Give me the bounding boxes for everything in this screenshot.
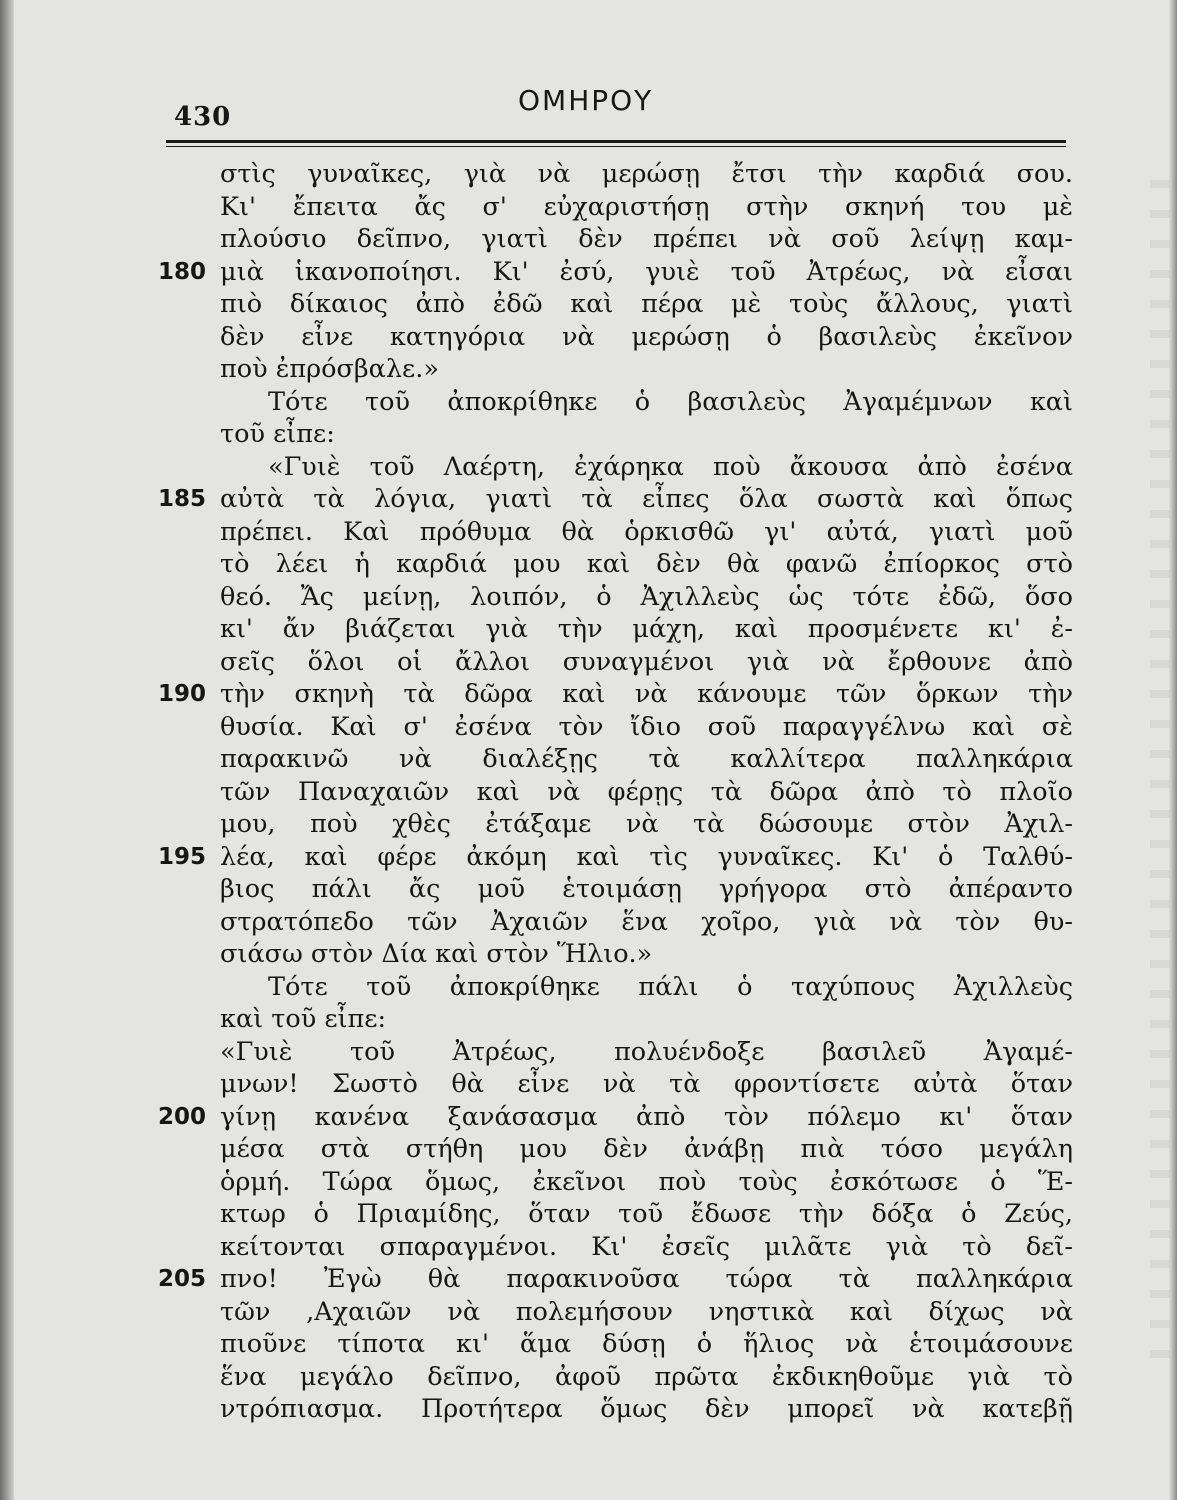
- text-line: [158, 1263, 1073, 1296]
- text-line: [158, 1003, 1073, 1036]
- line-text: μου, ποὺ χθὲς ἐτάξαμε νὰ τὰ δώσουμε στὸν Ἀχιλ-: [220, 809, 1073, 839]
- line-text: τὴν σκηνὴ τὰ δῶρα καὶ νὰ κάνουμε τῶν ὅρκων τὴν: [220, 679, 1073, 709]
- text-line: [158, 1231, 1073, 1264]
- line-text: ποὺ ἐπρόσβαλε.»: [220, 354, 439, 384]
- line-text: κτωρ ὁ Πριαμίδης, ὅταν τοῦ ἔδωσε τὴν δόξα ὁ Ζεύς,: [220, 1199, 1073, 1229]
- line-text: αὐτὰ τὰ λόγια, γιατὶ τὰ εἶπες ὅλα σωστὰ καὶ ὅπως: [220, 484, 1073, 514]
- line-number: 200: [158, 1103, 207, 1130]
- line-number: 180: [158, 258, 207, 285]
- line-text: σιάσω στὸν Δία καὶ στὸν Ἥλιο.»: [220, 939, 653, 969]
- text-line: [158, 418, 1073, 451]
- line-text: τὸ λέει ἡ καρδιά μου καὶ δὲν θὰ φανῶ ἐπίορκος στὸ: [220, 549, 1073, 579]
- line-text: γίνῃ κανένα ξανάσασμα ἀπὸ τὸν πόλεμο κι' ὅταν: [220, 1101, 1073, 1132]
- text-line: [158, 1036, 1073, 1069]
- text-line: [158, 1166, 1073, 1199]
- text-line: [158, 841, 1073, 874]
- show-through-bleed: [1150, 180, 1170, 1380]
- running-title: ΟΜΗΡΟΥ: [518, 84, 654, 117]
- page-number: 430: [174, 102, 232, 132]
- line-text: κι' ἄν βιάζεται γιὰ τὴν μάχη, καὶ προσμένετε κι' ἐ-: [220, 614, 1073, 644]
- text-line: [158, 1133, 1073, 1166]
- line-text: λέα, καὶ φέρε ἀκόμη καὶ τὶς γυναῖκες. Κι' ὁ Ταλθύ-: [220, 841, 1073, 872]
- line-number: 190: [158, 681, 207, 707]
- line-number: 205: [158, 1266, 207, 1292]
- text-line: [158, 158, 1073, 191]
- text-line: [158, 288, 1073, 321]
- line-text: πλούσιο δεῖπνο, γιατὶ δὲν πρέπει νὰ σοῦ λείψῃ καμ-: [220, 224, 1073, 254]
- text-line: [158, 1198, 1073, 1231]
- text-line: [158, 646, 1073, 679]
- page-header: [168, 78, 1068, 132]
- text-line: [158, 873, 1073, 906]
- text-line: [158, 743, 1073, 776]
- text-line: [158, 223, 1073, 256]
- line-text: «Γυιὲ τοῦ Λαέρτη, ἐχάρηκα ποὺ ἄκουσα ἀπὸ ἐσένα: [268, 451, 1073, 482]
- line-text: ντρόπιασμα. Προτήτερα ὅμως δὲν μπορεῖ νὰ κατεβῇ: [220, 1394, 1073, 1424]
- line-text: μνων! Σωστὸ θὰ εἶνε νὰ τὰ φροντίσετε αὐτὰ ὅταν: [220, 1069, 1073, 1099]
- text-line: [158, 353, 1073, 386]
- text-line: [158, 1068, 1073, 1101]
- line-text: βιος πάλι ἄς μοῦ ἑτοιμάσῃ γρήγορα στὸ ἀπέραντο: [220, 874, 1073, 904]
- line-text: μιὰ ἱκανοποίησι. Κι' ἐσύ, γυιὲ τοῦ Ἀτρέως, νὰ εἶσαι: [220, 256, 1073, 287]
- text-line: [158, 321, 1073, 354]
- line-text: ἕνα μεγάλο δεῖπνο, ἀφοῦ πρῶτα ἐκδικηθοῦμε γιὰ τὸ: [220, 1361, 1073, 1392]
- text-line: [158, 256, 1073, 289]
- text-line: [158, 191, 1073, 224]
- text-line: [158, 1393, 1073, 1426]
- body-text: [158, 158, 1073, 1426]
- text-line: [158, 483, 1073, 516]
- text-line: [158, 1361, 1073, 1394]
- line-text: τοῦ εἶπε:: [220, 419, 335, 449]
- line-text: πιὸ δίκαιος ἀπὸ ἐδῶ καὶ πέρα μὲ τοὺς ἄλλους, γιατὶ: [220, 289, 1073, 319]
- line-text: πρέπει. Καὶ πρόθυμα θὰ ὁρκισθῶ γι' αὐτά, γιατὶ μοῦ: [220, 516, 1073, 547]
- text-line: [158, 971, 1073, 1004]
- text-line: [158, 516, 1073, 549]
- line-number: 195: [158, 843, 207, 870]
- line-number: 185: [158, 486, 207, 512]
- line-text: θεό. Ἄς μείνῃ, λοιπόν, ὁ Ἀχιλλεὺς ὡς τότε ἐδῶ, ὅσο: [220, 581, 1073, 612]
- text-line: [158, 613, 1073, 646]
- line-text: μέσα στὰ στήθη μου δὲν ἀνάβῃ πιὰ τόσο μεγάλη: [220, 1134, 1073, 1164]
- line-text: στρατόπεδο τῶν Ἀχαιῶν ἕνα χοῖρο, γιὰ νὰ τὸν θυ-: [220, 906, 1073, 937]
- line-text: παρακινῶ νὰ διαλέξῃς τὰ καλλίτερα παλληκάρια: [220, 744, 1073, 774]
- text-line: [158, 906, 1073, 939]
- text-line: [158, 808, 1073, 841]
- text-line: [158, 776, 1073, 809]
- line-text: στὶς γυναῖκες, γιὰ νὰ μερώσῃ ἔτσι τὴν καρδιά σου.: [220, 159, 1073, 189]
- text-line: [158, 1296, 1073, 1329]
- line-text: δὲν εἶνε κατηγόρια νὰ μερώσῃ ὁ βασιλεὺς ἐκεῖνον: [220, 321, 1073, 352]
- line-text: πιοῦνε τίποτα κι' ἅμα δύσῃ ὁ ἥλιος νὰ ἑτοιμάσουνε: [220, 1329, 1073, 1359]
- text-line: [158, 1328, 1073, 1361]
- text-line: [158, 451, 1073, 484]
- line-text: ὁρμή. Τώρα ὅμως, ἐκεῖνοι ποὺ τοὺς ἐσκότωσε ὁ Ἕ-: [220, 1166, 1073, 1197]
- text-line: [158, 581, 1073, 614]
- page-edge-shadow: [0, 0, 14, 1500]
- text-line: [158, 386, 1073, 419]
- text-line: [158, 548, 1073, 581]
- line-text: καὶ τοῦ εἶπε:: [220, 1004, 387, 1034]
- text-line: [158, 711, 1073, 744]
- line-text: κείτονται σπαραγμένοι. Κι' ἐσεῖς μιλᾶτε γιὰ τὸ δεῖ-: [220, 1231, 1073, 1262]
- line-text: Τότε τοῦ ἀποκρίθηκε πάλι ὁ ταχύπους Ἀχιλλεὺς: [268, 971, 1073, 1002]
- line-text: τῶν Παναχαιῶν καὶ νὰ φέρῃς τὰ δῶρα ἀπὸ τὸ πλοῖο: [220, 776, 1073, 807]
- line-text: «Γυιὲ τοῦ Ἀτρέως, πολυένδοξε βασιλεῦ Ἀγαμέ-: [220, 1036, 1073, 1067]
- header-rule-thin: [166, 146, 1066, 147]
- page-edge-shadow-right: [1169, 0, 1177, 1500]
- line-text: Τότε τοῦ ἀποκρίθηκε ὁ βασιλεὺς Ἀγαμέμνων καὶ: [268, 386, 1073, 417]
- line-text: Κι' ἔπειτα ἄς σ' εὐχαριστήσῃ στὴν σκηνή του μὲ: [220, 191, 1073, 222]
- text-line: [158, 1101, 1073, 1134]
- line-text: τῶν ,Αχαιῶν νὰ πολεμήσουν νηστικὰ καὶ δίχως νὰ: [220, 1296, 1073, 1327]
- text-line: [158, 938, 1073, 971]
- line-text: θυσία. Καὶ σ' ἐσένα τὸν ἴδιο σοῦ παραγγέλνω καὶ σὲ: [220, 711, 1073, 742]
- header-rule: [166, 140, 1066, 143]
- line-text: πνο! Ἐγὼ θὰ παρακινοῦσα τώρα τὰ παλληκάρια: [220, 1264, 1073, 1294]
- line-text: σεῖς ὅλοι οἱ ἄλλοι συναγμένοι γιὰ νὰ ἔρθουνε ἀπὸ: [220, 646, 1073, 677]
- text-line: [158, 678, 1073, 711]
